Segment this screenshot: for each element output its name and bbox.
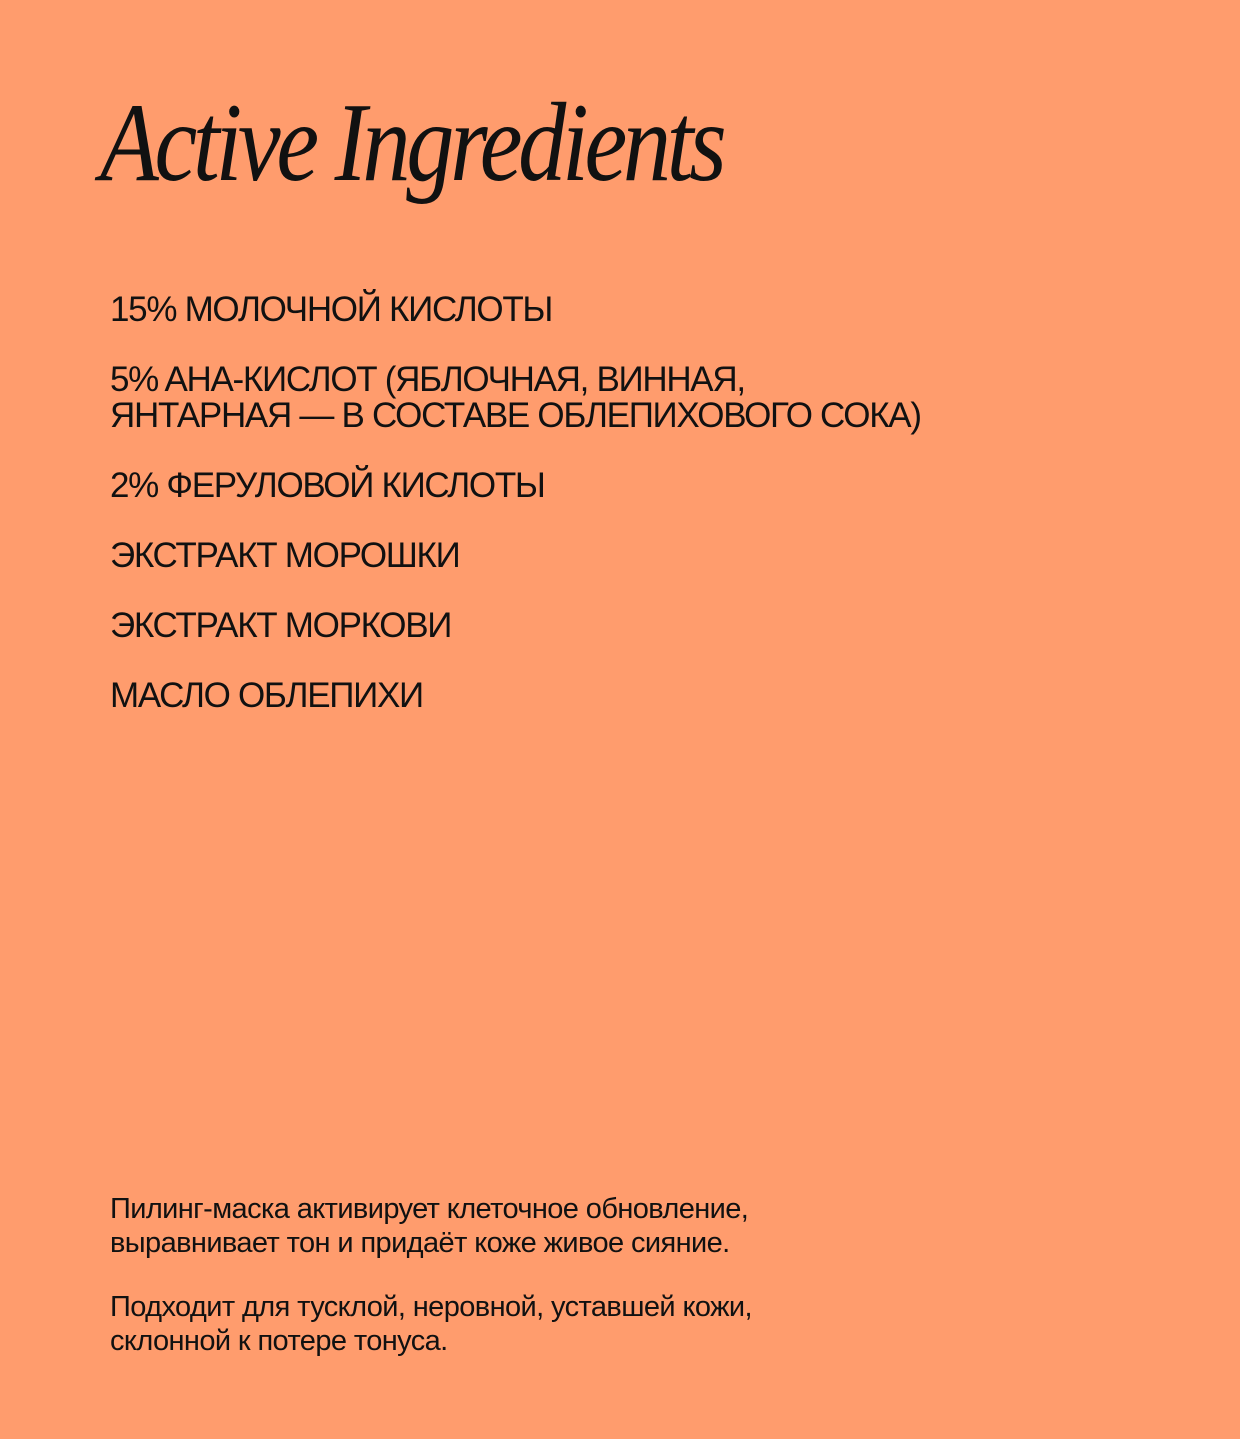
product-description xyxy=(110,1192,1010,1388)
ingredient-line: 15% МОЛОЧНОЙ КИСЛОТЫ xyxy=(110,290,553,329)
description-line: выравнивает тон и придаёт коже живое сияние. xyxy=(110,1227,730,1259)
ingredient-item xyxy=(110,468,921,504)
description-paragraph xyxy=(110,1290,1010,1358)
description-paragraph xyxy=(110,1192,1010,1260)
ingredient-item xyxy=(110,292,921,328)
description-line: Пилинг-маска активирует клеточное обновление, xyxy=(110,1193,749,1225)
page-title: Active Ingredients xyxy=(100,81,723,205)
ingredient-line: МАСЛО ОБЛЕПИХИ xyxy=(110,676,423,715)
description-line: Подходит для тусклой, неровной, уставшей кожи, xyxy=(110,1291,752,1323)
description-line: склонной к потере тонуса. xyxy=(110,1325,448,1357)
ingredient-item xyxy=(110,678,921,714)
ingredient-line: ЭКСТРАКТ МОРКОВИ xyxy=(110,606,452,645)
ingredient-item xyxy=(110,362,921,434)
ingredient-line: ЯНТАРНАЯ — В СОСТАВЕ ОБЛЕПИХОВОГО СОКА) xyxy=(110,396,921,435)
ingredient-line: ЭКСТРАКТ МОРОШКИ xyxy=(110,536,460,575)
ingredient-line: 2% ФЕРУЛОВОЙ КИСЛОТЫ xyxy=(110,466,545,505)
ingredient-item xyxy=(110,538,921,574)
ingredients-list xyxy=(110,292,921,748)
ingredient-line: 5% AHA-КИСЛОТ (ЯБЛОЧНАЯ, ВИННАЯ, xyxy=(110,360,745,399)
ingredient-item xyxy=(110,608,921,644)
